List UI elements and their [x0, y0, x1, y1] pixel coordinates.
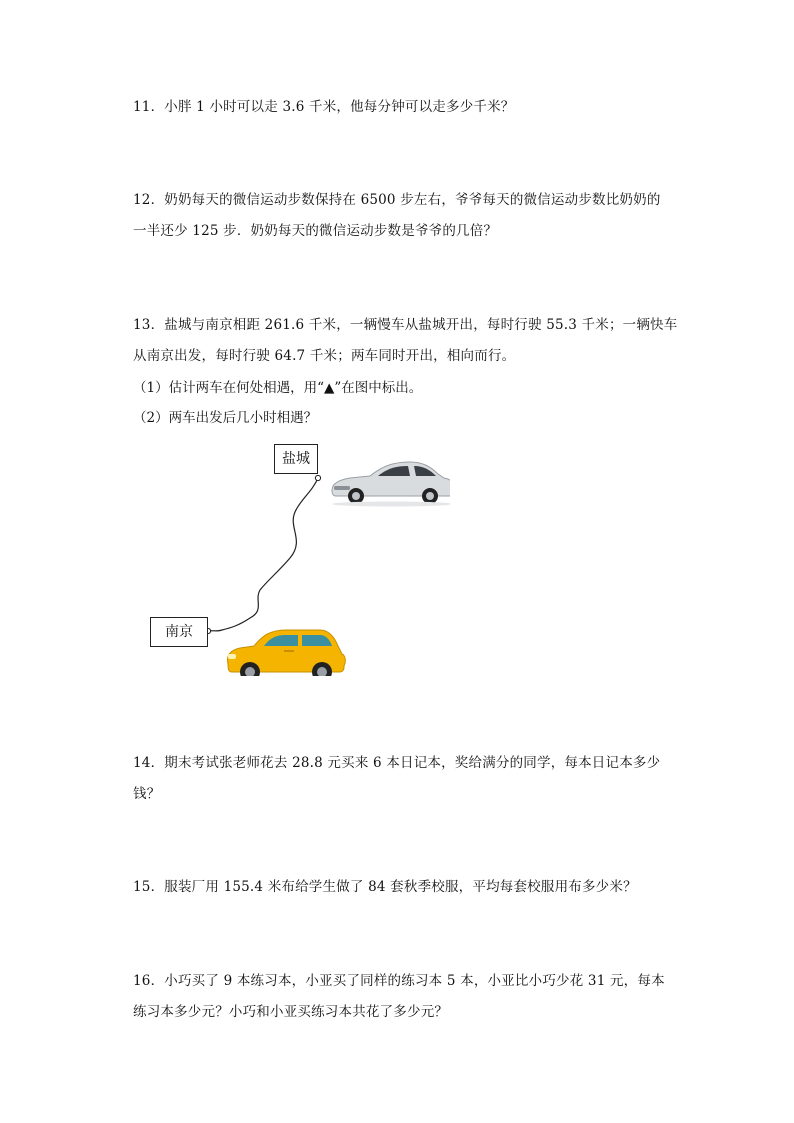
- question-14-line-1: 14．期末考试张老师花去 28.8 元买来 6 本日记本，奖给满分的同学，每本日记本多少: [133, 755, 661, 771]
- yellow-car-icon: [228, 630, 346, 676]
- question-13-sub-1: （1）估计两车在何处相遇，用“▲”在图中标出。: [133, 380, 423, 396]
- silver-car-icon: [332, 462, 450, 507]
- question-11-line-1: 11．小胖 1 小时可以走 3.6 千米，他每分钟可以走多少千米？: [133, 99, 515, 115]
- question-16-line-1: 16．小巧买了 9 本练习本，小亚买了同样的练习本 5 本，小亚比小巧少花 31 元，每本: [133, 973, 665, 989]
- city-label-nanjing: 南京: [150, 617, 208, 647]
- question-13-line-1: 13．盐城与南京相距 261.6 千米，一辆慢车从盐城开出，每时行驶 55.3 千米；一辆快车: [133, 317, 678, 333]
- question-12-line-1: 12．奶奶每天的微信运动步数保持在 6500 步左右，爷爷每天的微信运动步数比奶奶的: [133, 192, 661, 208]
- question-14-line-2: 钱？: [133, 786, 161, 802]
- route-path: [208, 478, 318, 631]
- route-map-figure: [140, 440, 450, 676]
- question-15: [133, 872, 665, 903]
- question-13-sub-2: （2）两车出发后几小时相遇？: [133, 410, 318, 426]
- yancheng-endpoint: [315, 475, 320, 480]
- question-12-line-2: 一半还少 125 步．奶奶每天的微信运动步数是爷爷的几倍？: [133, 223, 498, 239]
- question-15-line-1: 15．服装厂用 155.4 米布给学生做了 84 套秋季校服，平均每套校服用布多少米？: [133, 879, 637, 895]
- question-13-line-2: 从南京出发，每时行驶 64.7 千米；两车同时开出，相向而行。: [133, 348, 516, 364]
- question-12: [133, 185, 665, 247]
- question-16: [133, 966, 665, 1028]
- question-16-line-2: 练习本多少元？小巧和小亚买练习本共花了多少元？: [133, 1004, 449, 1020]
- question-14: [133, 748, 665, 810]
- city-label-yancheng: 盐城: [274, 444, 318, 474]
- question-13: [133, 310, 678, 372]
- question-11: [133, 92, 665, 123]
